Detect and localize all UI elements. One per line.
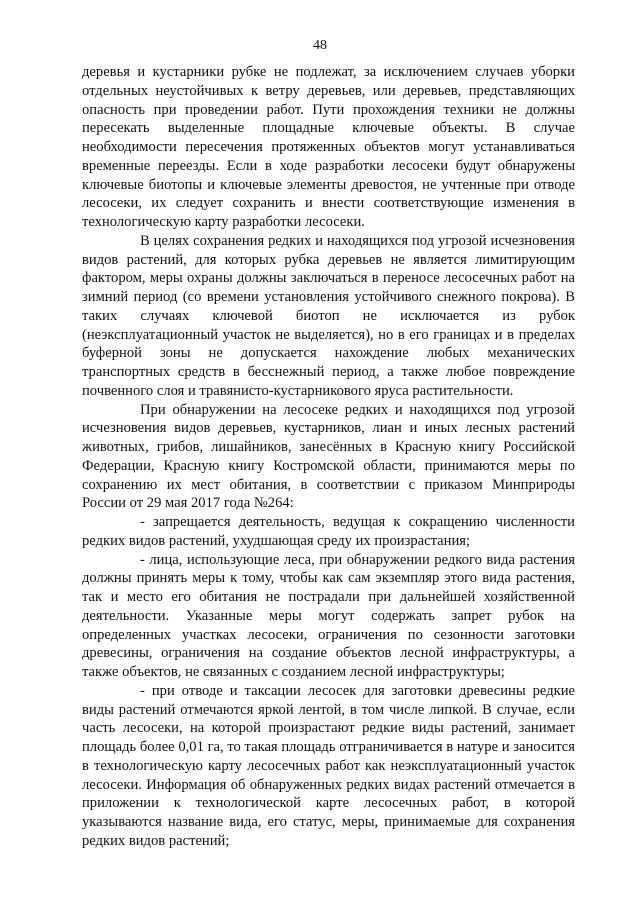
paragraph-continuation: деревья и кустарники рубке не подлежат, за исключением случаев уборки отдельных неустойчивых к ветру деревьев, или деревьев, представляющих опасность при проведении работ. Пути прохождения техники не должны пересекать выделенные площадные ключевые объекты. В случае необходимости пересечения протяженных объектов могут устанавливаться временные переезды. Если в ходе разработки лесосеки будут обнаружены ключевые биотопы и ключевые элементы древостоя, не учтенные при отводе лесосеки, их следует сохранить и внести соответствующие изменения в технологическую карту разработки лесосеки. <box>82 64 575 230</box>
document-body <box>82 63 575 851</box>
page-number: 48 <box>313 38 327 53</box>
list-item-forest-users-duties: - лица, использующие леса, при обнаружении редкого вида растения должны принять меры к тому, чтобы как сам экземпляр этого вида растения, так и место его обитания не пострадали при дальнейшей хозяйственной деятельности. Указанные меры могут содержать запрет рубок на определенных участках лесосеки, ограничения по сезонности заготовки древесины, ограничения на создание объектов лесной инфраструктуры, а также объектов, не связанных с созданием лесной инфраструктуры; <box>82 551 575 680</box>
paragraph-rare-species-winter-logging: В целях сохранения редких и находящихся под угрозой исчезновения видов растений, для которых рубка деревьев не является лимитирующим фактором, меры охраны должны заключаться в переносе лесосечных работ на зимний период (со времени установления устойчивого снежного покрова). В таких случаях ключевой биотоп не исключается из рубок (неэксплуатационный участок не выделяется), но в его границах и в пределах буферной зоны не допускается нахождение любых механических транспортных средств в бесснежный период, а также любое повреждение почвенного слоя и травянисто-кустарникового яруса растительности. <box>82 232 575 399</box>
list-item-marking-rare-species: - при отводе и таксации лесосек для заготовки древесины редкие виды растений отмечаются яркой лентой, в том числе липкой. В случае, если часть лесосеки, на которой произрастают редкие виды растений, занимает площадь более 0,01 га, то такая площадь отграничивается в натуре и заносится в технологическую карту лесосечных работ как неэксплуатационный участок лесосеки. Информация об обнаруженных редких видах растений отмечается в приложении к технологической карте лесосечных работ, в которой указываются название вида, его статус, меры, принимаемые для сохранения редких видов растений; <box>82 682 575 849</box>
paragraph-red-book-measures: При обнаружении на лесосеке редких и находящихся под угрозой исчезновения видов деревьев, кустарников, лиан и иных лесных растений животных, грибов, лишайников, занесённых в Красную книгу Российской Федерации, Красную книгу Костромской области, принимаются меры по сохранению их мест обитания, в соответствии с приказом Минприроды России от 29 мая 2017 года №264: <box>82 401 575 512</box>
list-item-prohibition: - запрещается деятельность, ведущая к сокращению численности редких видов растений, ухудшающая среду их произрастания; <box>82 514 575 549</box>
